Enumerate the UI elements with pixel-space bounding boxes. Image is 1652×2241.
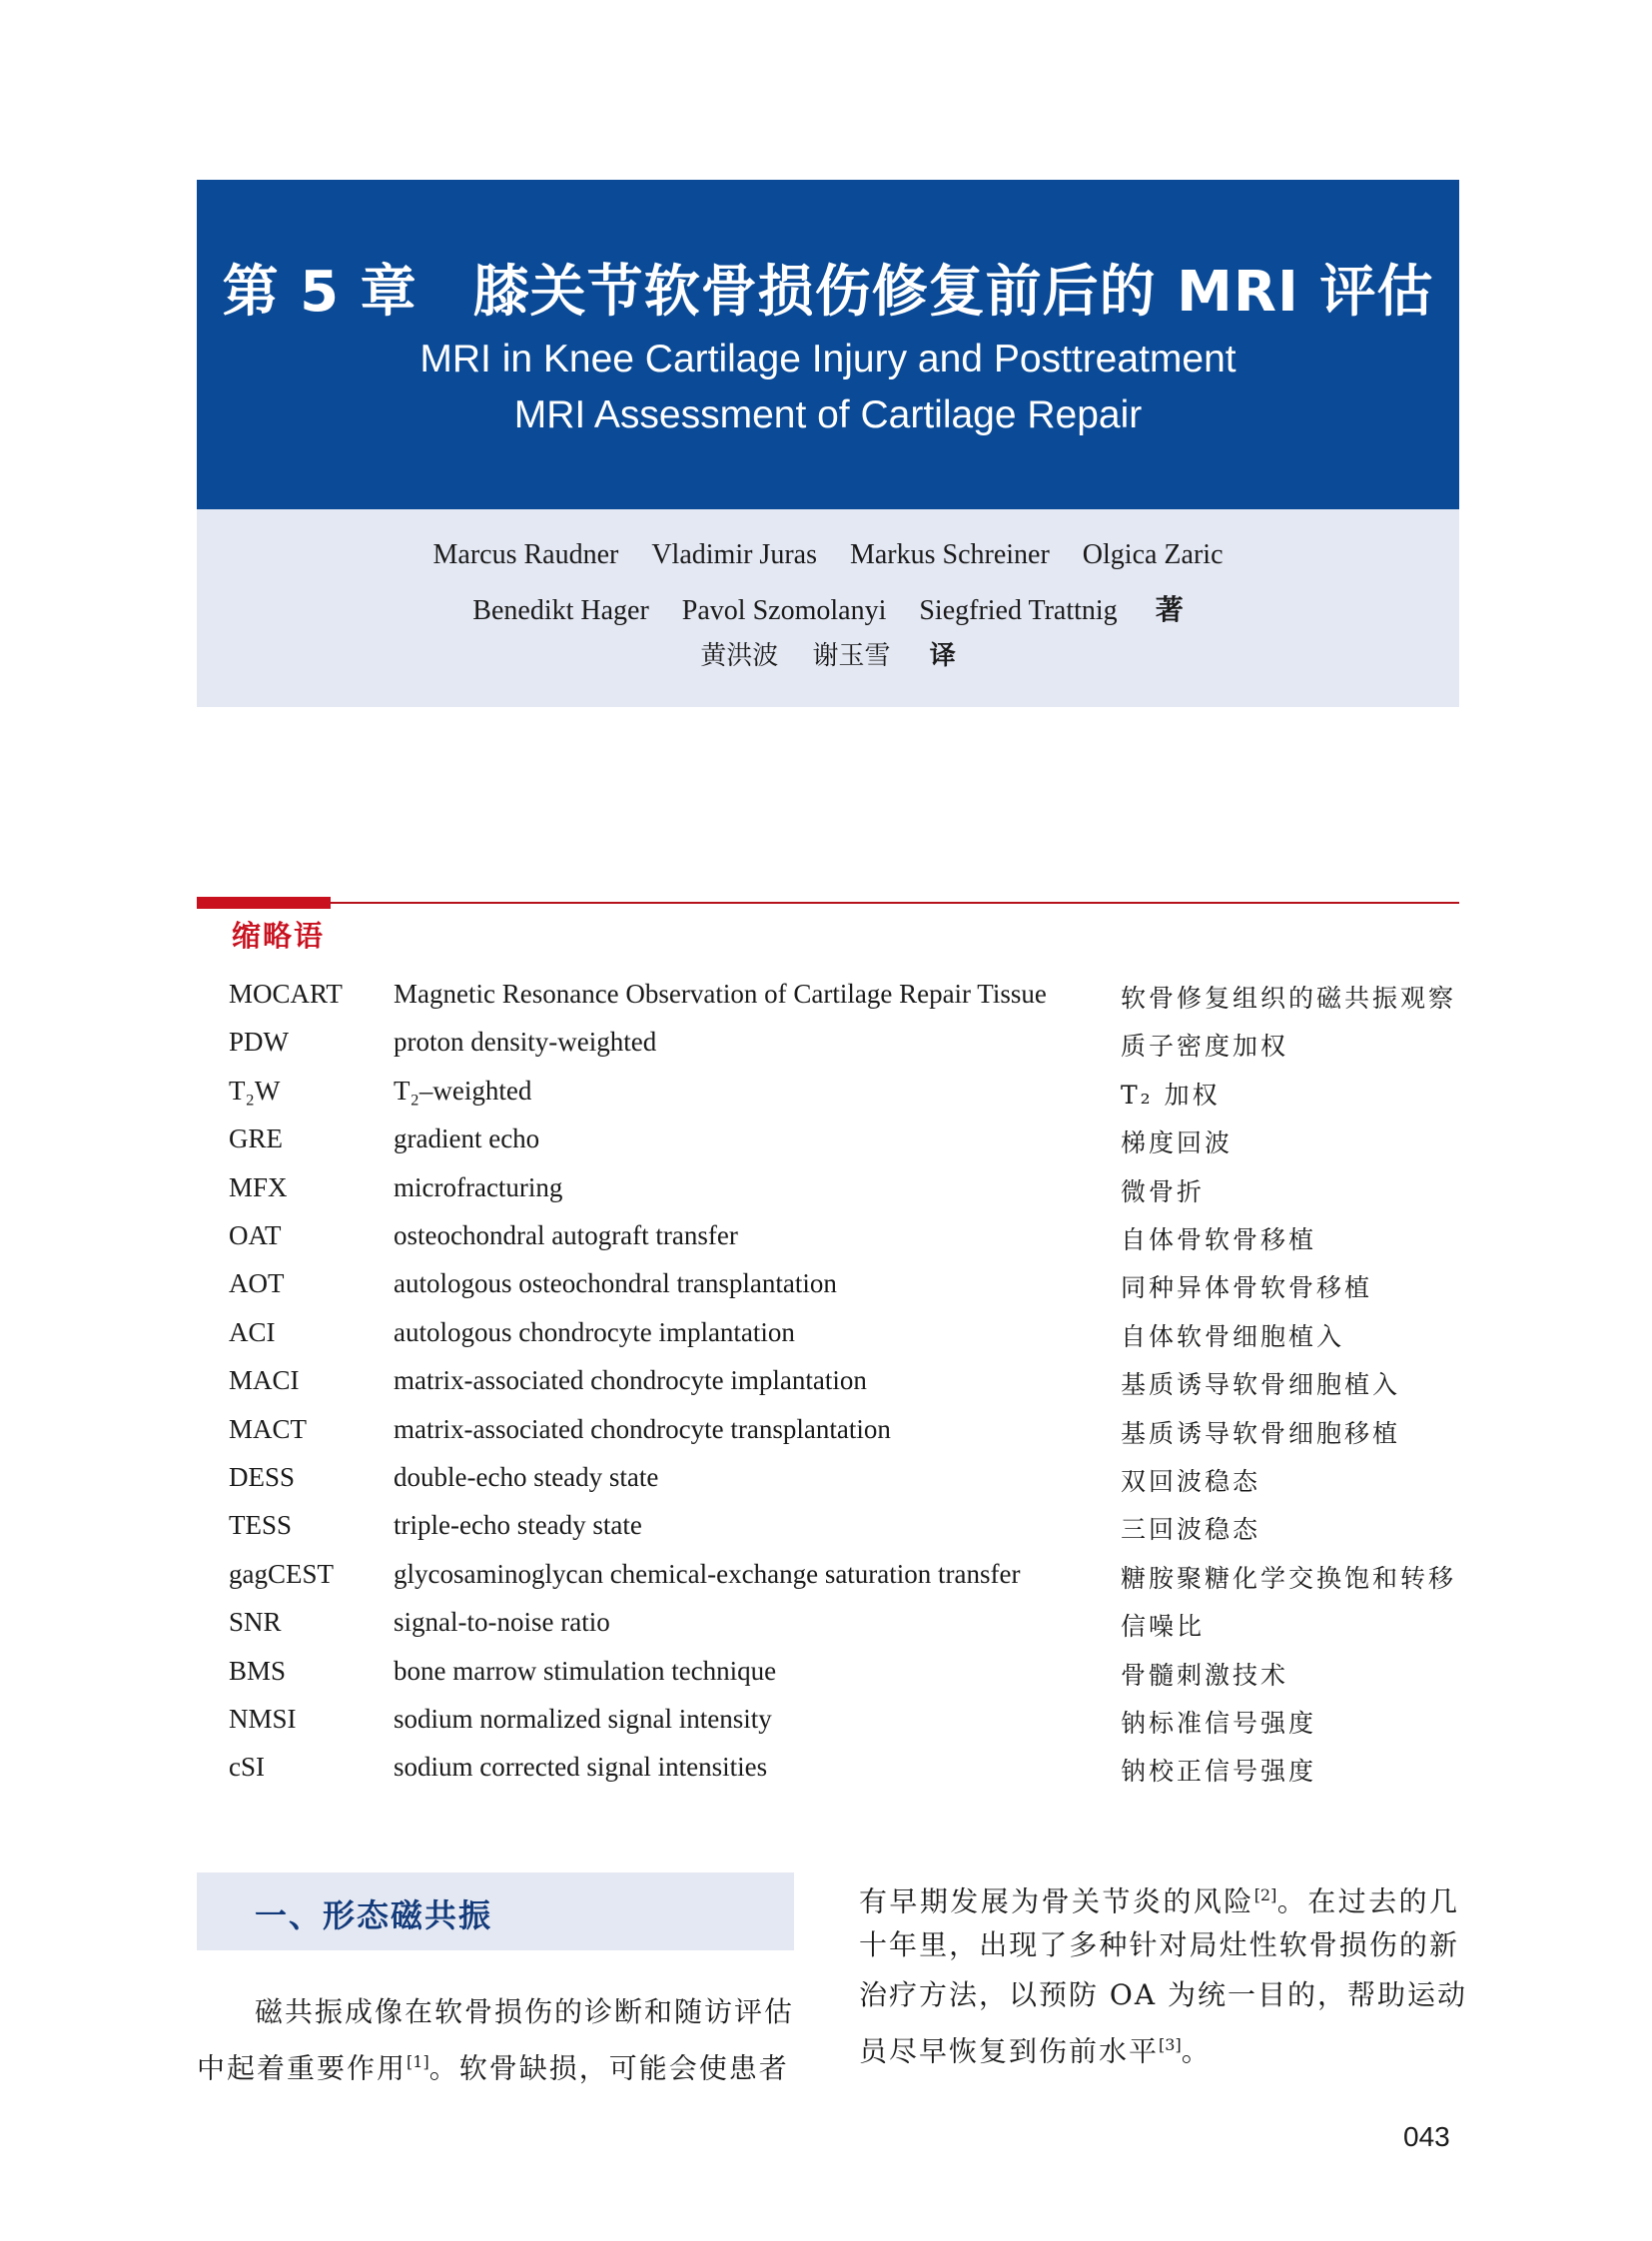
- abbreviation-chinese: T₂ 加权: [1121, 1080, 1221, 1110]
- translator-role: 译: [929, 641, 956, 671]
- abbreviation-chinese: 骨髓刺激技术: [1121, 1660, 1289, 1690]
- abbreviation-english: matrix-associated chondrocyte implantation: [394, 1365, 867, 1396]
- author-name: Vladimir Juras: [651, 539, 817, 570]
- right-column-paragraph: [859, 1870, 1467, 2070]
- abbreviation-chinese: 三回波稳态: [1121, 1515, 1261, 1545]
- abbreviation-term: MFX: [229, 1171, 288, 1202]
- abbreviation-term: GRE: [229, 1123, 283, 1154]
- abbreviation-english: proton density-weighted: [394, 1027, 657, 1058]
- abbreviation-row: [229, 1076, 1467, 1116]
- abbreviation-english: autologous osteochondral transplantation: [394, 1268, 837, 1299]
- abbreviation-row: [229, 1752, 1467, 1792]
- abbreviation-chinese: 信噪比: [1121, 1612, 1206, 1642]
- abbreviation-chinese: 质子密度加权: [1121, 1032, 1289, 1062]
- abbreviation-term: BMS: [229, 1655, 287, 1686]
- abbreviation-chinese: 软骨修复组织的磁共振观察: [1121, 984, 1457, 1013]
- abbreviation-chinese: 梯度回波: [1121, 1128, 1234, 1158]
- abbreviation-english: glycosaminoglycan chemical-exchange saturation transfer: [394, 1558, 1021, 1589]
- abbreviation-english: microfracturing: [394, 1171, 563, 1202]
- translator-name: 黄洪波: [700, 641, 779, 671]
- abbreviation-english: triple-echo steady state: [394, 1510, 642, 1541]
- text-line: 磁共振成像在软骨损伤的诊断和随访评估: [255, 1995, 795, 2028]
- text-run: 中起着重要作用: [197, 2051, 408, 2085]
- abbreviation-english: T₂–weighted: [394, 1075, 532, 1106]
- text-line: [197, 2037, 794, 2087]
- text-line: [859, 1870, 1459, 1920]
- text-run: 。: [1181, 2034, 1212, 2068]
- abbreviation-divider-accent: [197, 897, 331, 909]
- chapter-title-en-line2: MRI Assessment of Cartilage Repair: [513, 393, 1143, 436]
- reference-2[interactable]: [2]: [1253, 1885, 1277, 1904]
- page-number: 043: [1403, 2121, 1450, 2152]
- abbreviation-term: T₂W: [229, 1075, 281, 1106]
- abbreviation-divider: [197, 902, 1459, 904]
- text-run: 有早期发展为骨关节炎的风险: [859, 1884, 1254, 1918]
- abbreviation-row: [229, 1656, 1467, 1696]
- abbreviation-chinese: 双回波稳态: [1121, 1467, 1261, 1496]
- author-role: 著: [1155, 595, 1184, 626]
- chapter-header: [197, 180, 1459, 509]
- abbreviation-chinese: 同种异体骨软骨移植: [1121, 1273, 1373, 1303]
- abbreviation-row: [229, 1607, 1467, 1647]
- translators-row: [197, 635, 1459, 672]
- abbreviation-row: [229, 979, 1467, 1019]
- abbreviation-english: gradient echo: [394, 1123, 540, 1154]
- text-run: 。在过去的几: [1276, 1884, 1459, 1918]
- abbreviation-row: [229, 1220, 1467, 1260]
- reference-1[interactable]: [1]: [407, 2052, 429, 2071]
- abbreviation-term: PDW: [229, 1027, 289, 1058]
- abbreviation-row: [229, 1123, 1467, 1163]
- author-name: Pavol Szomolanyi: [681, 595, 887, 626]
- abbreviation-term: OAT: [229, 1220, 282, 1250]
- section-heading-box: [197, 1872, 794, 1950]
- translator-name: 谢玉雪: [812, 641, 891, 671]
- abbreviation-row: [229, 1510, 1467, 1550]
- left-column-paragraph: [197, 1987, 794, 2087]
- abbreviation-row: [229, 1027, 1467, 1067]
- text-run: 员尽早恢复到伤前水平: [859, 2034, 1160, 2068]
- authors-row-1: [197, 539, 1459, 571]
- chapter-title-cn-text: 膝关节软骨损伤修复前后的 MRI 评估: [472, 260, 1434, 325]
- author-name: Olgica Zaric: [1082, 539, 1224, 570]
- abbreviation-term: TESS: [229, 1510, 293, 1541]
- abbreviation-chinese: 自体软骨细胞植入: [1121, 1321, 1345, 1351]
- abbreviation-chinese: 基质诱导软骨细胞植入: [1121, 1370, 1401, 1400]
- abbreviation-english: bone marrow stimulation technique: [394, 1655, 777, 1686]
- author-name: Marcus Raudner: [432, 539, 619, 570]
- abbreviation-english: sodium normalized signal intensity: [394, 1704, 772, 1734]
- abbreviation-english: matrix-associated chondrocyte transplantation: [394, 1413, 891, 1444]
- abbreviation-row: [229, 1559, 1467, 1599]
- abbreviation-term: cSI: [229, 1752, 265, 1783]
- abbreviation-row: [229, 1317, 1467, 1357]
- abbreviation-chinese: 钠标准信号强度: [1121, 1709, 1317, 1738]
- abbreviation-term: gagCEST: [229, 1558, 334, 1589]
- text-line: [859, 2020, 1459, 2070]
- text-run: 。软骨缺损，可能会使患者: [428, 2051, 789, 2085]
- abbreviation-row: [229, 1704, 1467, 1744]
- text-line: 十年里，出现了多种针对局灶性软骨损伤的新: [859, 1928, 1459, 1961]
- abbreviation-chinese: 基质诱导软骨细胞移植: [1121, 1418, 1401, 1448]
- abbreviation-english: osteochondral autograft transfer: [394, 1220, 738, 1250]
- author-name: Benedikt Hager: [472, 595, 649, 626]
- abbreviation-term: DESS: [229, 1462, 296, 1492]
- abbreviation-row: [229, 1414, 1467, 1454]
- text-line: 治疗方法，以预防 OA 为统一目的，帮助运动: [859, 1978, 1467, 2011]
- abbreviation-term: MACI: [229, 1365, 300, 1396]
- author-name: Markus Schreiner: [849, 539, 1050, 570]
- chapter-number: 第 5 章: [222, 260, 417, 325]
- abbreviation-english: autologous chondrocyte implantation: [394, 1316, 795, 1347]
- abbreviation-chinese: 微骨折: [1121, 1176, 1206, 1206]
- abbreviation-chinese: 自体骨软骨移植: [1121, 1225, 1317, 1254]
- abbreviation-term: AOT: [229, 1268, 285, 1299]
- chapter-title-cn: [197, 248, 1459, 328]
- abbreviation-row: [229, 1365, 1467, 1405]
- abbreviation-chinese: 钠校正信号强度: [1121, 1757, 1317, 1787]
- abbreviation-row: [229, 1462, 1467, 1502]
- authors-row-2: [197, 588, 1459, 628]
- chapter-title-en-line1: MRI in Knee Cartilage Injury and Posttreatment: [419, 338, 1237, 380]
- abbreviation-row: [229, 1172, 1467, 1212]
- reference-3[interactable]: [3]: [1159, 2035, 1182, 2054]
- abbreviation-heading: 缩略语: [232, 919, 326, 953]
- abbreviation-term: ACI: [229, 1316, 276, 1347]
- author-name: Siegfried Trattnig: [919, 595, 1118, 626]
- abbreviation-english: signal-to-noise ratio: [394, 1607, 610, 1638]
- abbreviation-term: SNR: [229, 1607, 282, 1638]
- abbreviation-term: NMSI: [229, 1704, 297, 1734]
- authors-block: [197, 509, 1459, 707]
- abbreviation-chinese: 糖胺聚糖化学交换饱和转移: [1121, 1563, 1457, 1593]
- abbreviation-english: sodium corrected signal intensities: [394, 1752, 768, 1783]
- section-title: 一、形态磁共振: [255, 1896, 493, 1934]
- abbreviation-term: MOCART: [229, 979, 343, 1009]
- abbreviation-english: double-echo steady state: [394, 1462, 659, 1492]
- abbreviation-english: Magnetic Resonance Observation of Cartilage Repair Tissue: [394, 979, 1047, 1009]
- abbreviation-row: [229, 1268, 1467, 1308]
- abbreviation-term: MACT: [229, 1413, 308, 1444]
